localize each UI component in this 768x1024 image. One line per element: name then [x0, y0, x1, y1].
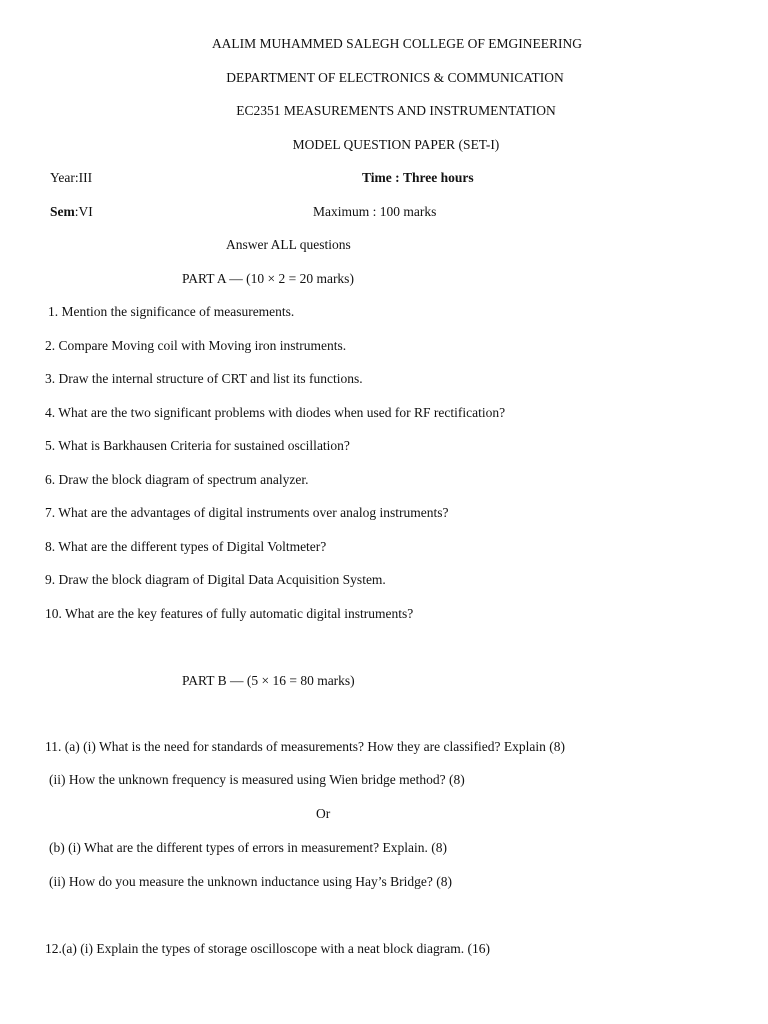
- department-name: DEPARTMENT OF ELECTRONICS & COMMUNICATION: [226, 70, 564, 85]
- question-11b-ii: (ii) How do you measure the unknown inductance using Hay’s Bridge? (8): [49, 874, 453, 889]
- question-item: 4. What are the two significant problems with diodes when used for RF rectification?: [45, 405, 506, 420]
- time-label: Time :: [362, 170, 400, 185]
- question-item: 6. Draw the block diagram of spectrum analyzer.: [45, 472, 309, 487]
- or-separator: Or: [316, 806, 331, 821]
- question-11a-i: 11. (a) (i) What is the need for standards of measurements? How they are classified? Explain (8): [45, 739, 565, 754]
- question-item: 2. Compare Moving coil with Moving iron instruments.: [45, 338, 347, 353]
- instruction: Answer ALL questions: [226, 237, 351, 252]
- question-item: 3. Draw the internal structure of CRT and list its functions.: [45, 371, 363, 386]
- question-11b-i: (b) (i) What are the different types of errors in measurement? Explain. (8): [49, 840, 447, 855]
- question-item: 8. What are the different types of Digital Voltmeter?: [45, 539, 327, 554]
- year-label: Year:: [50, 170, 79, 185]
- question-item: 7. What are the advantages of digital instruments over analog instruments?: [45, 505, 449, 520]
- question-item: 1. Mention the significance of measurements.: [48, 304, 295, 319]
- time-line: [362, 170, 474, 186]
- sem-line: [50, 204, 93, 220]
- part-a-heading: PART A — (10 × 2 = 20 marks): [182, 271, 354, 286]
- course-title: EC2351 MEASUREMENTS AND INSTRUMENTATION: [236, 103, 556, 118]
- paper-title: MODEL QUESTION PAPER (SET-I): [292, 137, 500, 152]
- question-item: 10. What are the key features of fully automatic digital instruments?: [45, 606, 414, 621]
- question-item: 9. Draw the block diagram of Digital Data Acquisition System.: [45, 572, 386, 587]
- part-b-heading: PART B — (5 × 16 = 80 marks): [182, 673, 355, 688]
- year-value: III: [78, 170, 93, 185]
- sem-label: Sem: [50, 204, 75, 219]
- time-value: Three hours: [403, 170, 474, 185]
- max-marks: Maximum : 100 marks: [313, 204, 437, 219]
- question-11a-ii: (ii) How the unknown frequency is measured using Wien bridge method? (8): [49, 772, 465, 787]
- sem-value: :VI: [74, 204, 93, 219]
- question-item: 5. What is Barkhausen Criteria for sustained oscillation?: [45, 438, 350, 453]
- college-name: AALIM MUHAMMED SALEGH COLLEGE OF EMGINEERING: [211, 36, 583, 51]
- year-line: [50, 170, 92, 186]
- question-12a-i: 12.(a) (i) Explain the types of storage oscilloscope with a neat block diagram. (16): [45, 941, 490, 956]
